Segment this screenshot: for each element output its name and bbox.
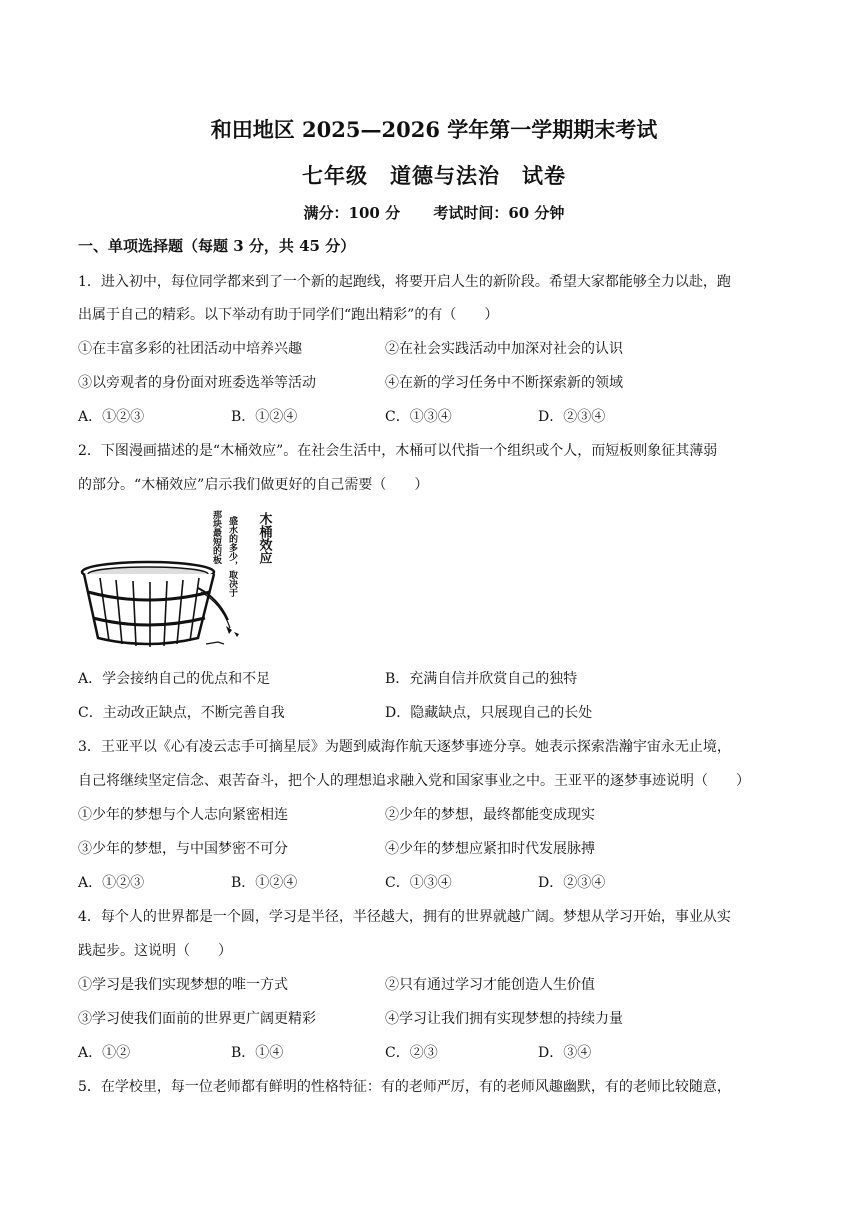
exam-subtitle: 七年级 道德与法治 试卷	[302, 163, 566, 188]
q3-option-a: A．①②③	[78, 875, 145, 891]
q2-option-b: B．充满自信并欣赏自己的独特	[385, 671, 578, 687]
q4-option-a: A．①②	[78, 1045, 131, 1061]
q1-stem-line2: 出属于自己的精彩。以下举动有助于同学们“跑出精彩”的有（ ）	[78, 307, 499, 323]
q1-option-a: A．①②③	[78, 409, 145, 425]
section-title: 一、单项选择题（每题 3 分，共 45 分）	[78, 237, 356, 255]
q4-option-d: D．③④	[538, 1045, 592, 1061]
q4-statement-4: ④学习让我们拥有实现梦想的持续力量	[385, 1011, 623, 1027]
q1-stem-line1: 1．进入初中，每位同学都来到了一个新的起跑线，将要开启人生的新阶段。希望大家都能够全力以赴，跑	[78, 274, 731, 290]
cartoon-caption-1: 盛水的多少，取决于	[227, 516, 237, 597]
q4-statement-3: ③学习使我们面前的世界更广阔更精彩	[78, 1011, 316, 1027]
q3-statement-3: ③少年的梦想，与中国梦密不可分	[78, 841, 288, 857]
q2-option-c: C．主动改正缺点，不断完善自我	[78, 705, 285, 721]
q3-statement-4: ④少年的梦想应紧扣时代发展脉搏	[385, 841, 595, 857]
barrel-cartoon	[78, 508, 278, 653]
q1-statement-1: ①在丰富多彩的社团活动中培养兴趣	[78, 341, 302, 357]
exam-info	[0, 202, 868, 223]
q4-statement-2: ②只有通过学习才能创造人生价值	[385, 977, 595, 993]
cartoon-caption-2: 那块最短的板	[211, 510, 221, 564]
q1-statement-2: ②在社会实践活动中加深对社会的认识	[385, 341, 623, 357]
q3-option-c: C．①③④	[385, 875, 452, 891]
exam-title: 和田地区 2025—2026 学年第一学期期末考试	[210, 117, 658, 142]
q4-option-b: B．①④	[231, 1045, 284, 1061]
q4-stem-line1: 4．每个人的世界都是一个圆，学习是半径，半径越大，拥有的世界就越广阔。梦想从学习开始，事业从实	[78, 909, 731, 925]
q2-stem-line2: 的部分。“木桶效应”启示我们做更好的自己需要（ ）	[78, 477, 429, 493]
cartoon-title: 木桶效应	[256, 512, 272, 564]
q1-option-b: B．①②④	[231, 409, 298, 425]
q1-statement-3: ③以旁观者的身份面对班委选举等活动	[78, 375, 316, 391]
q4-statement-1: ①学习是我们实现梦想的唯一方式	[78, 977, 288, 993]
q3-option-d: D．②③④	[538, 875, 606, 891]
q3-option-b: B．①②④	[231, 875, 298, 891]
q1-statement-4: ④在新的学习任务中不断探索新的领域	[385, 375, 623, 391]
q2-stem-line1: 2．下图漫画描述的是“木桶效应”。在社会生活中，木桶可以代指一个组织或个人，而短板则象征其薄弱	[78, 443, 718, 459]
q4-option-c: C．②③	[385, 1045, 438, 1061]
exam-time: 考试时间：60 分钟	[433, 204, 565, 222]
q3-stem-line2: 自己将继续坚定信念、艰苦奋斗，把个人的理想追求融入党和国家事业之中。王亚平的逐梦事迹说明（ ）	[78, 773, 750, 789]
q5-stem-line1: 5．在学校里，每一位老师都有鲜明的性格特征：有的老师严厉，有的老师风趣幽默，有的老师比较随意，	[78, 1079, 731, 1095]
q1-option-d: D．②③④	[538, 409, 606, 425]
q3-statement-2: ②少年的梦想，最终都能变成现实	[385, 807, 595, 823]
q2-option-d: D．隐藏缺点，只展现自己的长处	[385, 705, 593, 721]
barrel-illustration	[78, 508, 278, 653]
full-score: 满分：100 分	[303, 204, 401, 222]
q3-stem-line1: 3．王亚平以《心有凌云志手可摘星辰》为题到威海作航天逐梦事迹分享。她表示探索浩瀚宇宙永无止境，	[78, 739, 731, 755]
q2-option-a: A．学会接纳自己的优点和不足	[78, 671, 271, 687]
q4-stem-line2: 践起步。这说明（ ）	[78, 943, 232, 959]
q3-statement-1: ①少年的梦想与个人志向紧密相连	[78, 807, 288, 823]
q1-option-c: C．①③④	[385, 409, 452, 425]
